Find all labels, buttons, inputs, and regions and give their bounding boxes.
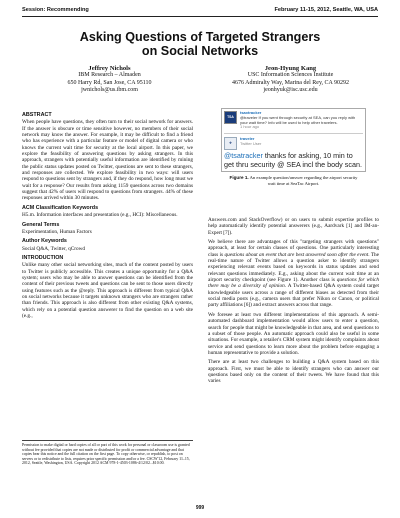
running-header	[22, 7, 378, 13]
author-affiliation: IBM Research – Almaden	[78, 72, 141, 79]
author-affiliation: USC Information Sciences Institute	[247, 72, 334, 79]
tweet-question	[224, 111, 363, 130]
copyright-footnote: Permission to make digital or hard copies of all or part of this work for personal or classroom use is granted without fee provided that copies are not made or distributed for profit or commercial advantage and that copies bear this notice and the full citation on the first page. To copy otherwise, or republish, to post on servers or to redistribute to lists, requires prior specific permission and/or a fee. CSCW'12, February 11–15, 2012, Seattle, Washington, USA. Copyright 2012 ACM 978-1-4503-1086-4/12/02...$10.00.	[22, 440, 193, 466]
abstract-heading: ABSTRACT	[22, 112, 52, 118]
paper-title	[22, 30, 378, 58]
introduction-text: Unlike many other social networking sites, much of the content posted by users to Twitter is publicly accessible. This creates a unique opportunity for a Q&A system; users who may be able to answer questions can be identified from the content of their previous tweets and questions can be sent to those users directly using features such as the @reply. This approach is different from typical Q&A on social networks because it targets unknown strangers who are strangers rather than friends. This approach is also different from other existing Q&A systems, which rely on a potential question answerer to find the question on a web site (e.g.,	[22, 262, 193, 319]
author-block	[22, 65, 378, 95]
author-1	[22, 65, 197, 95]
right-paragraph-1: Answers.com and StackOverflow) or on users to submit expertise profiles to help automatically identify potential answerers (e.g., Aardvark [1] and IM-an-Expert [7]).	[208, 217, 379, 236]
author-email: jwnichols@us.ibm.com	[81, 87, 138, 94]
tsa-avatar-icon: TSA	[224, 111, 237, 124]
title-line-2: on Social Networks	[141, 44, 259, 58]
figure-1	[208, 108, 379, 186]
figure-caption	[208, 175, 379, 186]
emphasis-run: questions about an event that are best answered soon after the event	[224, 251, 369, 258]
reply-text	[224, 152, 363, 169]
abstract-text: When people have questions, they often turn to their social network for answers. If the answer is obscure or time sensitive however, no members of their social network may know the answer. For example, it may be difficult to find a friend who has experience with a particular feature or model of digital camera or who knows the current wait time for security at the local airport. In this paper, we explore the feasibility of answering questions by asking strangers. In this approach, strangers with potentially useful information are identified by mining the public status updates posted on Twitter, questions are sent to these strangers, and responses are collected. We explore feasibility in two ways: will users respond to questions sent by strangers and, if they do respond, how long must we wait for a response? Our results from asking 1159 questions across two domains suggest that 42% of users will respond to questions from strangers. 44% of these responses arrived within 30 minutes.	[22, 119, 193, 202]
right-paragraph-4: There are at least two challenges to building a Q&A system based on this approach. First, we must be able to identify strangers who can answer our questions based only on the content of their tweets. We have found that this varies	[208, 359, 379, 385]
author-email: jeonhyuk@isc.usc.edu	[263, 87, 318, 94]
right-paragraph-3: We foresee at least two different implementations of this approach. A semi-automated dashboard implementation would allow users to enter a question, search for people that might be knowledgeable in that area, and send questions to a subset of those people. An automatic approach could also be useful in some situations. For example, a retailer's CRM system might identify complaints about service and send questions to learn more about the problem before engaging a human representative to provide a solution.	[208, 311, 379, 356]
tweet-text: @traveler If you went through security at SEA, can you reply with your wait time? Info will be used to help other travelers.	[240, 114, 356, 125]
general-terms-heading: General Terms	[22, 221, 60, 228]
tweet-reply	[224, 137, 363, 150]
keywords-text: Social Q&A, Twitter, qCrowd	[22, 245, 86, 252]
reply-mention: @tsatracker	[224, 151, 263, 161]
right-paragraph-2	[208, 239, 379, 309]
author-address: 650 Harry Rd, San Jose, CA 95110	[67, 79, 152, 86]
reply-body: thanks for asking, 10 min to get thru security @ SEA incl the body scan.	[224, 151, 362, 169]
page-number: 999	[195, 505, 205, 511]
author-address: 4676 Admiralty Way, Marina del Rey, CA 90292	[231, 79, 350, 86]
caption-label: Figure 1.	[229, 175, 249, 181]
author-name: Jeon-Hyung Kang	[264, 65, 317, 72]
text-run: We believe there are advantages of this "targeting strangers with questions" approach, at least for certain classes of questions. One particularly interesting class is	[208, 239, 379, 258]
acm-text: H5.m. Information interfaces and presentation (e.g., HCI): Miscellaneous.	[22, 212, 178, 219]
reply-handle: traveler	[240, 136, 255, 142]
tweet-handle: tsaxtracker	[240, 110, 262, 115]
title-line-1: Asking Questions of Targeted Strangers	[79, 30, 321, 44]
session-label: Session: Recommending	[22, 7, 89, 13]
author-2	[203, 65, 378, 95]
left-column	[22, 110, 193, 322]
conference-label: February 11-15, 2012, Seattle, WA, USA	[274, 7, 378, 13]
header-rule	[22, 16, 378, 17]
text-run: . The real-time nature of Twitter allows a question asker to identify strangers experiencing relevant events based on keywords in status updates and send relevant questions immediately. E.g., asking about the current wait time at an airport security checkpoint (see Figure 1). Another class is	[208, 251, 379, 284]
caption-text: An example question/answer regarding the airport security wait time at SeaTac Airport.	[248, 175, 358, 186]
tweet-screenshot	[221, 108, 366, 172]
user-avatar-icon: ✈	[224, 137, 237, 150]
keywords-heading: Author Keywords	[22, 238, 67, 245]
author-name: Jeffrey Nichols	[88, 65, 131, 72]
acm-heading: ACM Classification Keywords	[22, 204, 99, 211]
reply-subtitle: Twitter User	[240, 140, 262, 146]
text-run: . A Twitter-based Q&A system could target knowledgeable users across a range of different biases as detected from their social media posts (e.g., camera users that prefer Nikon or Canon, or political party affiliations [6]) and extract answers across that range.	[208, 283, 379, 309]
tweet-divider	[224, 133, 363, 134]
introduction-heading: INTRODUCTION	[22, 254, 64, 261]
emphasis-run: questions for which there may be a diversity of opinion	[208, 277, 379, 290]
tweet-time: 1 hour ago	[240, 124, 260, 130]
general-terms-text: Experimentation, Human Factors	[22, 228, 92, 235]
right-column	[208, 217, 379, 388]
